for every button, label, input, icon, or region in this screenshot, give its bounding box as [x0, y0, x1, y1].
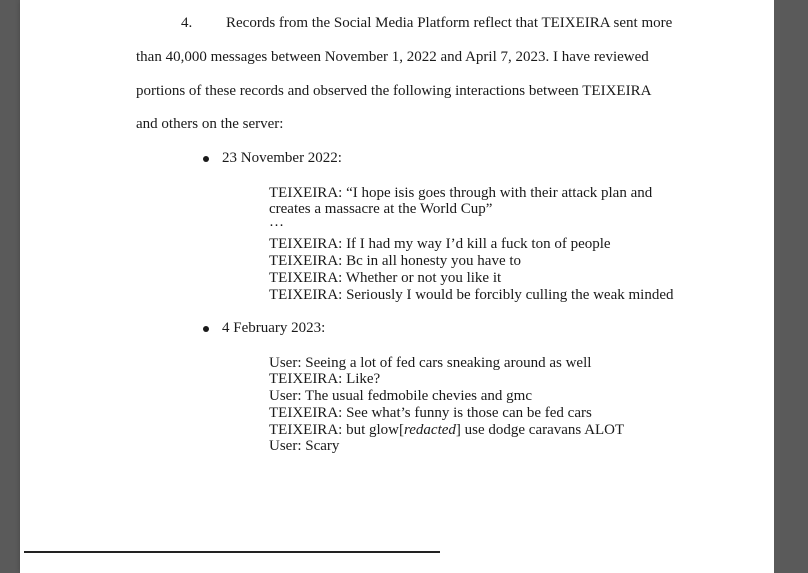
- message-line: TEIXEIRA: See what’s funny is those can be fed cars: [269, 405, 592, 421]
- entry-date: 23 November 2022:: [222, 150, 342, 166]
- message-line: TEIXEIRA: If I had my way I’d kill a fuck ton of people: [269, 236, 611, 252]
- message-line: TEIXEIRA: Seriously I would be forcibly culling the weak minded: [269, 287, 674, 303]
- paragraph-line-2: than 40,000 messages between November 1, 2022 and April 7, 2023. I have reviewed: [136, 49, 649, 65]
- document-page: [20, 0, 774, 573]
- message-line: User: Scary: [269, 438, 340, 454]
- message-line: TEIXEIRA: “I hope isis goes through with their attack plan and: [269, 185, 653, 201]
- bullet-dot: [203, 326, 209, 332]
- paragraph-line-4: and others on the server:: [136, 116, 284, 132]
- message-line: TEIXEIRA: Whether or not you like it: [269, 270, 502, 286]
- message-line: User: The usual fedmobile chevies and gmc: [269, 388, 532, 404]
- paragraph-line-3: portions of these records and observed the following interactions between TEIXEIRA: [136, 83, 652, 99]
- paragraph-number: 4.: [181, 15, 193, 31]
- footer-rule: [24, 551, 440, 553]
- message-line: TEIXEIRA: Like?: [269, 371, 381, 387]
- redacted-message-line: [269, 422, 624, 439]
- message-prefix: TEIXEIRA: but glow[: [269, 422, 404, 438]
- message-suffix: ] use dodge caravans ALOT: [455, 422, 625, 438]
- bullet-dot: [203, 156, 209, 162]
- paragraph-line-1: Records from the Social Media Platform reflect that TEIXEIRA sent more: [226, 15, 673, 31]
- ellipsis: …: [269, 214, 284, 230]
- redacted-marker: redacted: [403, 422, 456, 438]
- message-line: creates a massacre at the World Cup”: [269, 201, 493, 217]
- message-line: User: Seeing a lot of fed cars sneaking around as well: [269, 355, 592, 371]
- viewer-background: [774, 0, 808, 573]
- message-line: TEIXEIRA: Bc in all honesty you have to: [269, 253, 522, 269]
- entry-date: 4 February 2023:: [222, 320, 326, 336]
